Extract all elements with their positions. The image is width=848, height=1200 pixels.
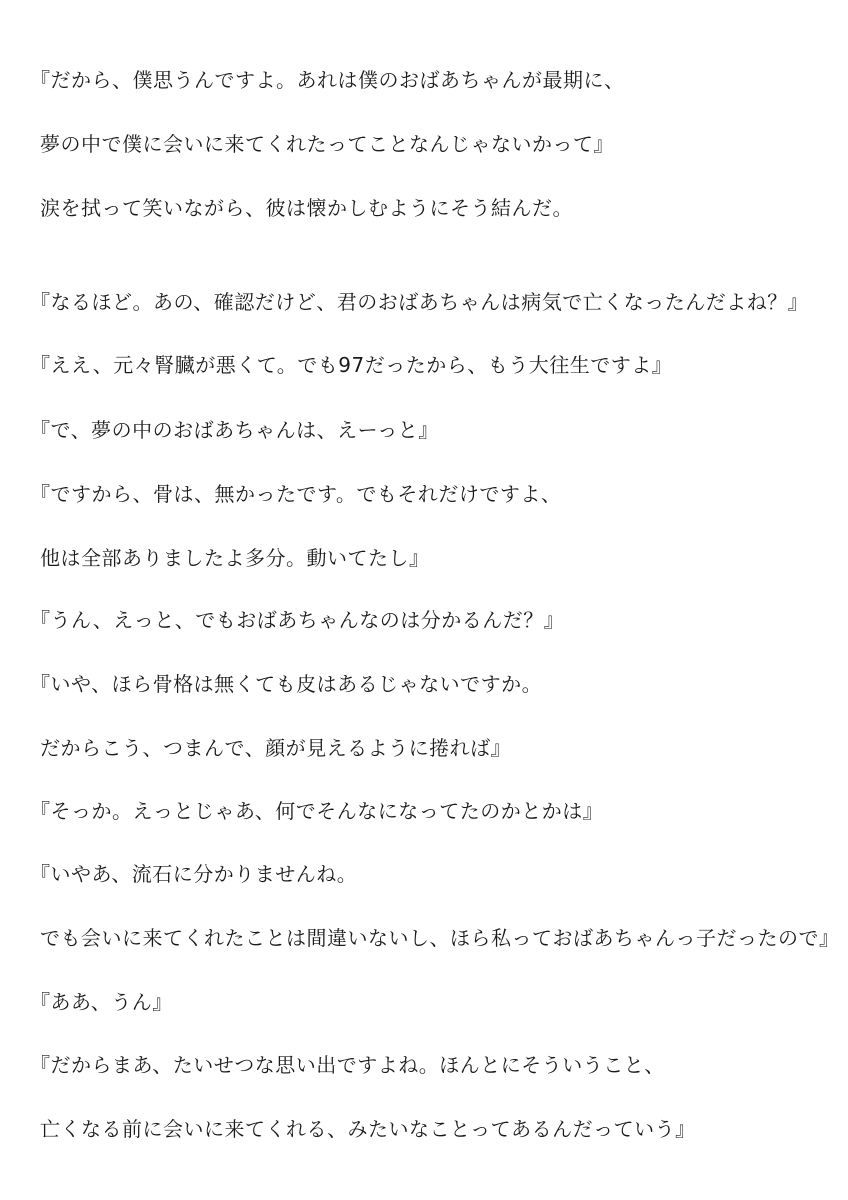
text-line: 『うん、えっと、でもおばあちゃんなのは分かるんだ？』 [30, 608, 565, 632]
text-line: 『ああ、うん』 [30, 990, 173, 1014]
text-line: 『で、夢の中のおばあちゃんは、えーっと』 [30, 418, 439, 442]
text-line: 亡くなる前に会いに来てくれる、みたいなことってあるんだっていう』 [40, 1117, 696, 1141]
text-line: 『いやあ、流石に分かりませんね。 [30, 862, 358, 886]
text-line: 『そっか。えっとじゃあ、何でそんなになってたのかとかは』 [30, 799, 604, 823]
text-line: 涙を拭って笑いながら、彼は懐かしむようにそう結んだ。 [40, 196, 573, 220]
text-line: 夢の中で僕に会いに来てくれたってことなんじゃないかって』 [40, 132, 614, 156]
text-line: だからこう、つまんで、顔が見えるように捲れば』 [40, 736, 512, 760]
text-line: 『いや、ほら骨格は無くても皮はあるじゃないですか。 [30, 672, 543, 696]
text-line: 『だから、僕思うんですよ。あれは僕のおばあちゃんが最期に、 [30, 68, 625, 92]
text-line: 『だからまあ、たいせつな思い出ですよね。ほんとにそういうこと、 [30, 1053, 665, 1077]
text-line: 『ええ、元々腎臓が悪くて。でも97だったから、もう大往生ですよ』 [30, 353, 673, 377]
text-line: 『なるほど。あの、確認だけど、君のおばあちゃんは病気で亡くなったんだよね？』 [30, 290, 809, 314]
text-line: 『ですから、骨は、無かったです。でもそれだけですよ、 [30, 482, 562, 506]
text-line: でも会いに来てくれたことは間違いないし、ほら私っておばあちゃんっ子だったので』 [40, 926, 840, 950]
text-line: 他は全部ありましたよ多分。動いてたし』 [40, 546, 430, 570]
